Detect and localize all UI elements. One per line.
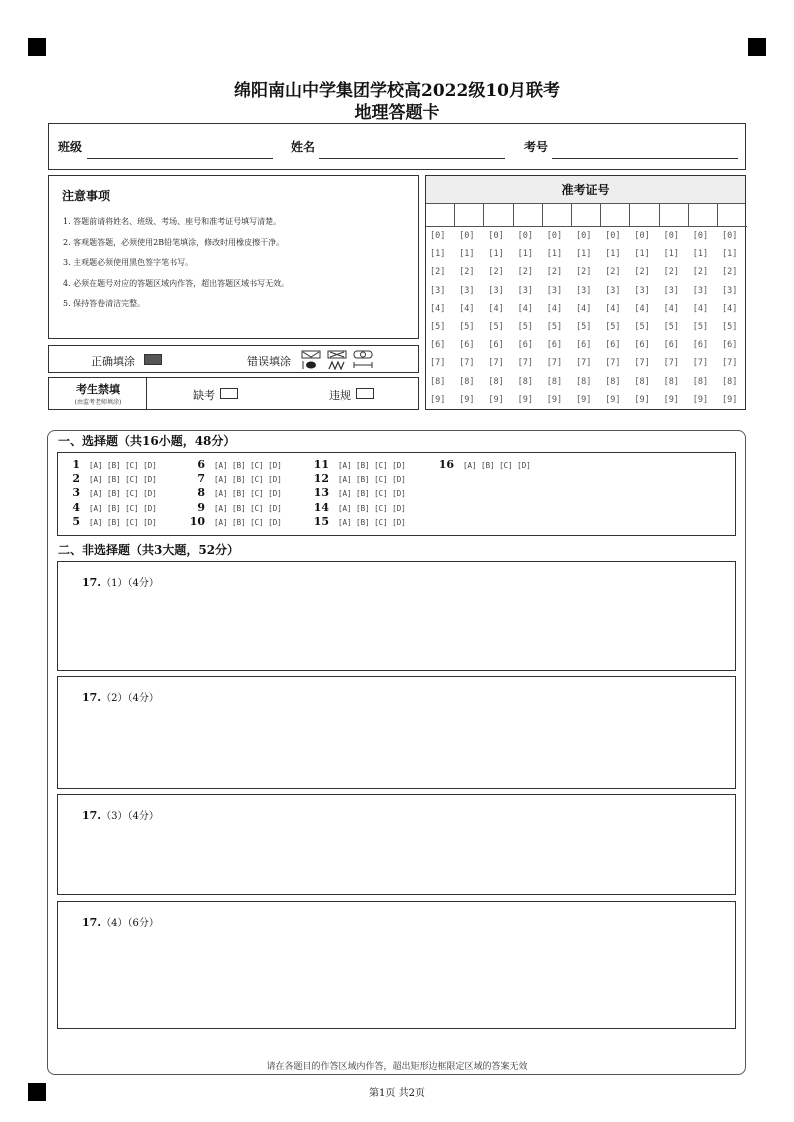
admission-digit-box[interactable] xyxy=(543,204,572,227)
answer-options[interactable]: [A] [B] [C] [D] xyxy=(338,461,406,470)
admission-digit-box[interactable] xyxy=(455,204,484,227)
proctor-only-title: 考生禁填 xyxy=(76,383,120,396)
admission-bubble[interactable]: [3] xyxy=(692,285,709,296)
footer-note: 请在各题目的作答区域内作答，超出矩形边框限定区域的答案无效 xyxy=(266,1062,528,1072)
question-score: （2）（4分） xyxy=(101,693,159,704)
admission-bubble[interactable]: [2] xyxy=(488,267,504,278)
question-number: 1 xyxy=(72,458,80,471)
admission-digit-box[interactable] xyxy=(426,204,455,227)
admission-bubble[interactable]: [8] xyxy=(663,376,679,387)
question-number: 13 xyxy=(313,486,329,500)
admission-bubble[interactable]: [8] xyxy=(459,376,475,387)
answer-options[interactable]: [A] [B] [C] [D] xyxy=(338,489,406,499)
admission-bubble[interactable]: [5] xyxy=(692,322,709,332)
admission-bubble[interactable]: [5] xyxy=(634,322,650,332)
admission-bubble[interactable]: [4] xyxy=(517,303,533,314)
admission-bubble[interactable]: [6] xyxy=(634,340,650,351)
proctor-only-box xyxy=(48,377,419,410)
admission-bubble[interactable]: [1] xyxy=(546,249,563,260)
admission-bubble[interactable]: [4] xyxy=(722,303,738,314)
answer-box-17-3[interactable] xyxy=(57,794,736,895)
admission-bubble[interactable]: [8] xyxy=(692,376,709,387)
notice-title: 注意事项 xyxy=(62,189,111,203)
admission-bubble[interactable]: [7] xyxy=(488,358,504,369)
question-score: （3）（4分） xyxy=(101,811,159,822)
correct-fill-swatch xyxy=(144,354,162,365)
admission-bubble[interactable]: [0] xyxy=(663,231,679,241)
admission-bubble[interactable]: [5] xyxy=(430,322,446,332)
admission-bubble[interactable]: [4] xyxy=(430,303,446,314)
notice-item-2: 2. 客观题答题，必须使用2B铅笔填涂，修改时用橡皮擦干净。 xyxy=(63,238,285,247)
admission-bubble[interactable]: [0] xyxy=(634,231,650,241)
admission-bubble[interactable]: [4] xyxy=(634,303,650,314)
admission-bubble[interactable]: [6] xyxy=(459,340,475,351)
admission-bubble[interactable]: [2] xyxy=(576,267,592,278)
admission-bubble[interactable]: [0] xyxy=(430,231,446,241)
admission-bubble[interactable]: [0] xyxy=(692,231,709,241)
admission-bubble[interactable]: [2] xyxy=(663,267,679,278)
admission-bubble[interactable]: [8] xyxy=(517,376,533,387)
question-number: 9 xyxy=(197,500,205,514)
admission-digit-box[interactable] xyxy=(572,204,601,227)
admission-bubble[interactable]: [6] xyxy=(430,340,446,351)
admission-number-grid xyxy=(425,175,746,410)
admission-digit-box[interactable] xyxy=(718,204,747,227)
question-number: 3 xyxy=(72,486,80,500)
admission-bubble[interactable]: [8] xyxy=(634,376,650,387)
admission-bubble[interactable]: [9] xyxy=(430,394,446,405)
answer-options[interactable]: [A] [B] [C] [D] xyxy=(89,489,157,499)
answer-options[interactable]: [A] [B] [C] [D] xyxy=(214,517,282,527)
admission-bubble[interactable]: [2] xyxy=(517,267,533,278)
section1-title: 一、选择题（共16小题，48分） xyxy=(58,434,236,448)
notice-item-1: 1. 答题前请将姓名、班级、考场、座号和准考证号填写清楚。 xyxy=(63,217,282,226)
answer-options[interactable]: [A] [B] [C] [D] xyxy=(89,517,157,527)
admission-bubble[interactable]: [1] xyxy=(605,249,621,260)
admission-bubble[interactable]: [1] xyxy=(663,249,679,260)
admission-bubble[interactable]: [4] xyxy=(488,303,504,314)
admission-bubble[interactable]: [7] xyxy=(430,358,446,369)
admission-bubble[interactable]: [3] xyxy=(576,285,592,296)
class-label: 班级 xyxy=(58,140,83,154)
violation-label: 违规 xyxy=(329,389,351,402)
question-number: 17. xyxy=(82,576,102,589)
admission-bubble[interactable]: [1] xyxy=(634,249,650,260)
admission-bubble[interactable]: [0] xyxy=(576,231,592,241)
class-field[interactable] xyxy=(87,158,273,159)
admission-digit-box[interactable] xyxy=(484,204,513,227)
question-number: 15 xyxy=(313,514,329,528)
page-number: 第1页 共2页 xyxy=(369,1088,425,1099)
admission-bubble[interactable]: [2] xyxy=(634,267,650,278)
admission-bubble[interactable]: [2] xyxy=(430,267,446,278)
question-score: （4）（6分） xyxy=(101,918,159,929)
exam-no-field[interactable] xyxy=(552,158,738,159)
admission-bubble[interactable]: [6] xyxy=(546,340,563,351)
admission-number-title: 准考证号 xyxy=(426,176,745,204)
admission-bubble[interactable]: [8] xyxy=(605,376,621,387)
admission-bubble[interactable]: [6] xyxy=(722,340,738,351)
answer-box-17-4[interactable] xyxy=(57,901,736,1029)
answer-box-17-2[interactable] xyxy=(57,676,736,789)
admission-bubble[interactable]: [0] xyxy=(459,231,475,241)
admission-bubble[interactable]: [3] xyxy=(459,285,475,296)
admission-bubble[interactable]: [2] xyxy=(459,267,475,278)
multiple-choice-box xyxy=(57,452,736,536)
admission-bubble[interactable]: [7] xyxy=(722,358,738,369)
answer-options[interactable]: [A] [B] [C] [D] xyxy=(463,461,531,470)
admission-bubble[interactable]: [4] xyxy=(663,303,679,314)
question-number: 8 xyxy=(197,486,205,500)
admission-bubble[interactable]: [1] xyxy=(430,249,446,260)
admission-bubble[interactable]: [6] xyxy=(605,340,621,351)
answer-options[interactable]: [A] [B] [C] [D] xyxy=(89,461,157,470)
question-number: 12 xyxy=(313,472,329,486)
admission-bubble[interactable]: [2] xyxy=(546,267,563,278)
student-info-box xyxy=(48,123,746,170)
admission-bubble[interactable]: [9] xyxy=(517,394,533,405)
name-label: 姓名 xyxy=(291,140,316,154)
admission-bubble[interactable]: [3] xyxy=(546,285,563,296)
admission-bubble[interactable]: [6] xyxy=(692,340,709,351)
question-number: 17. xyxy=(82,916,102,929)
admission-bubble[interactable]: [0] xyxy=(546,231,563,241)
question-number: 6 xyxy=(197,458,205,471)
admission-bubble[interactable]: [9] xyxy=(605,394,621,405)
name-field[interactable] xyxy=(319,158,505,159)
exam-title: 绵阳南山中学集团学校高2022级10月联考 xyxy=(234,81,560,101)
admission-bubble[interactable]: [7] xyxy=(576,358,592,369)
admission-digit-box[interactable] xyxy=(601,204,630,227)
exam-no-label: 考号 xyxy=(524,140,549,154)
question-number: 16 xyxy=(438,458,454,471)
answer-options[interactable]: [A] [B] [C] [D] xyxy=(89,475,157,485)
admission-bubble[interactable]: [1] xyxy=(459,249,475,260)
admission-bubble[interactable]: [4] xyxy=(546,303,563,314)
question-number: 17. xyxy=(82,691,102,704)
admission-bubble[interactable]: [8] xyxy=(546,376,563,387)
admission-bubble[interactable]: [2] xyxy=(722,267,738,278)
admission-bubble[interactable]: [4] xyxy=(459,303,475,314)
correct-fill-label: 正确填涂 xyxy=(91,355,135,368)
admission-bubble[interactable]: [6] xyxy=(576,340,592,351)
admission-bubble[interactable]: [9] xyxy=(546,394,563,405)
admission-digit-box[interactable] xyxy=(660,204,689,227)
admission-bubble[interactable]: [7] xyxy=(692,358,709,369)
question-number: 10 xyxy=(189,514,205,528)
notice-box xyxy=(48,175,419,339)
admission-bubble[interactable]: [5] xyxy=(488,322,504,332)
admission-bubble[interactable]: [0] xyxy=(722,231,738,241)
question-number: 7 xyxy=(197,472,205,486)
admission-bubble[interactable]: [3] xyxy=(488,285,504,296)
wrong-fill-label: 错误填涂 xyxy=(247,355,291,368)
admission-bubble[interactable]: [9] xyxy=(663,394,679,405)
admission-bubble[interactable]: [7] xyxy=(663,358,679,369)
answer-options[interactable]: [A] [B] [C] [D] xyxy=(89,503,157,513)
admission-bubble[interactable]: [0] xyxy=(488,231,504,241)
proctor-only-subtitle: (由监考老师填涂) xyxy=(74,399,122,406)
admission-bubble[interactable]: [2] xyxy=(692,267,709,278)
question-number: 2 xyxy=(72,472,80,486)
answer-options[interactable]: [A] [B] [C] [D] xyxy=(338,517,406,527)
answer-options[interactable]: [A] [B] [C] [D] xyxy=(214,461,282,470)
question-number: 4 xyxy=(72,500,80,514)
admission-bubble[interactable]: [5] xyxy=(605,322,621,332)
admission-bubble[interactable]: [1] xyxy=(722,249,738,260)
admission-bubble[interactable]: [8] xyxy=(430,376,446,387)
admission-bubble[interactable]: [9] xyxy=(634,394,650,405)
question-number: 11 xyxy=(313,458,329,471)
admission-bubble[interactable]: [4] xyxy=(576,303,592,314)
answer-options[interactable]: [A] [B] [C] [D] xyxy=(214,489,282,499)
question-number: 5 xyxy=(72,514,80,528)
answer-options[interactable]: [A] [B] [C] [D] xyxy=(338,503,406,513)
admission-bubble[interactable]: [3] xyxy=(634,285,650,296)
corner-marker-top-right xyxy=(748,38,766,56)
corner-marker-top-left xyxy=(28,38,46,56)
absent-label: 缺考 xyxy=(193,389,215,402)
admission-bubble[interactable]: [1] xyxy=(692,249,709,260)
question-number: 17. xyxy=(82,809,102,822)
admission-bubble[interactable]: [3] xyxy=(430,285,446,296)
admission-bubble[interactable]: [3] xyxy=(663,285,679,296)
admission-bubble[interactable]: [5] xyxy=(663,322,679,332)
notice-item-5: 5. 保持答卷清洁完整。 xyxy=(63,299,146,308)
admission-bubble[interactable]: [2] xyxy=(605,267,621,278)
admission-bubble[interactable]: [9] xyxy=(722,394,738,405)
admission-bubble[interactable]: [9] xyxy=(488,394,504,405)
admission-bubble[interactable]: [1] xyxy=(576,249,592,260)
question-score: （1）（4分） xyxy=(101,578,159,589)
admission-bubble[interactable]: [6] xyxy=(663,340,679,351)
admission-bubble[interactable]: [9] xyxy=(576,394,592,405)
admission-bubble[interactable]: [1] xyxy=(517,249,533,260)
admission-bubble[interactable]: [4] xyxy=(692,303,709,314)
notice-item-4: 4. 必须在题号对应的答题区域内作答，超出答题区域书写无效。 xyxy=(63,279,290,288)
admission-bubble[interactable]: [5] xyxy=(722,322,738,332)
admission-bubble[interactable]: [7] xyxy=(605,358,621,369)
admission-bubble[interactable]: [9] xyxy=(459,394,475,405)
answer-options[interactable]: [A] [B] [C] [D] xyxy=(214,503,282,513)
notice-item-3: 3. 主观题必须使用黑色签字笔书写。 xyxy=(63,258,194,267)
admission-digit-box[interactable] xyxy=(689,204,718,227)
admission-bubble[interactable]: [7] xyxy=(546,358,563,369)
admission-bubble[interactable]: [5] xyxy=(576,322,592,332)
admission-bubble[interactable]: [3] xyxy=(722,285,738,296)
admission-digit-box[interactable] xyxy=(514,204,543,227)
admission-bubble[interactable]: [5] xyxy=(546,322,563,332)
admission-bubble[interactable]: [5] xyxy=(459,322,475,332)
admission-bubble[interactable]: [8] xyxy=(576,376,592,387)
section2-title: 二、非选择题（共3大题，52分） xyxy=(58,543,240,557)
violation-checkbox[interactable] xyxy=(356,388,374,399)
admission-bubble[interactable]: [0] xyxy=(517,231,533,241)
admission-bubble[interactable]: [7] xyxy=(459,358,475,369)
admission-bubble[interactable]: [7] xyxy=(517,358,533,369)
admission-bubble[interactable]: [6] xyxy=(517,340,533,351)
admission-bubble[interactable]: [7] xyxy=(634,358,650,369)
admission-bubble[interactable]: [0] xyxy=(605,231,621,241)
fill-example-box xyxy=(48,345,419,373)
admission-bubble[interactable]: [8] xyxy=(722,376,738,387)
wrong-fill-marks-icon xyxy=(301,350,379,370)
absent-checkbox[interactable] xyxy=(220,388,238,399)
admission-bubble[interactable]: [5] xyxy=(517,322,533,332)
admission-bubble[interactable]: [6] xyxy=(488,340,504,351)
answer-options[interactable]: [A] [B] [C] [D] xyxy=(214,475,282,485)
admission-bubble[interactable]: [3] xyxy=(517,285,533,296)
admission-bubble[interactable]: [3] xyxy=(605,285,621,296)
card-title: 地理答题卡 xyxy=(354,103,440,123)
admission-bubble[interactable]: [9] xyxy=(692,394,709,405)
admission-bubble[interactable]: [4] xyxy=(605,303,621,314)
admission-digit-box[interactable] xyxy=(630,204,659,227)
admission-bubble[interactable]: [8] xyxy=(488,376,504,387)
answer-box-17-1[interactable] xyxy=(57,561,736,671)
answer-options[interactable]: [A] [B] [C] [D] xyxy=(338,475,406,485)
admission-bubble[interactable]: [1] xyxy=(488,249,504,260)
question-number: 14 xyxy=(313,500,329,514)
